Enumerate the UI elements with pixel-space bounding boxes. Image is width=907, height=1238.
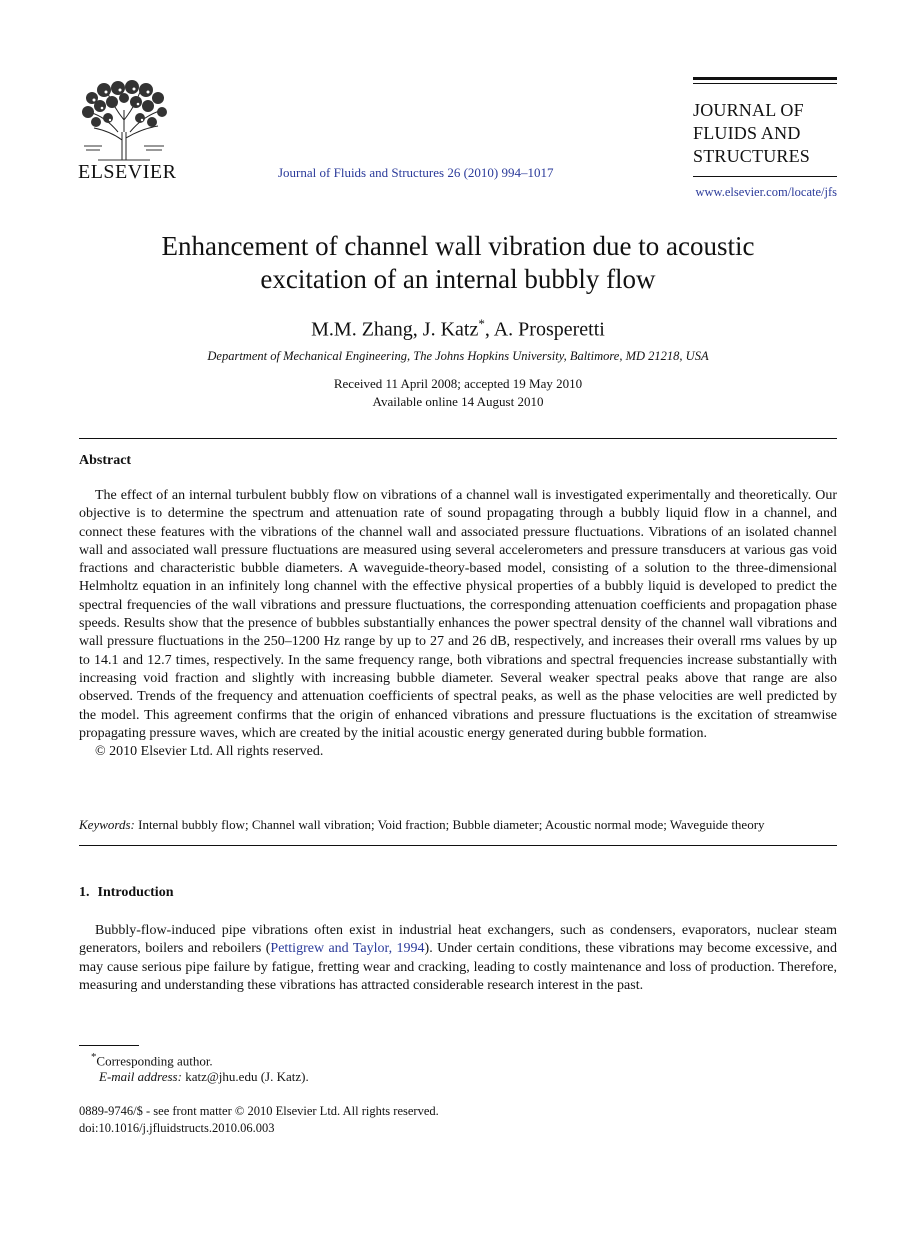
title-line: excitation of an internal bubbly flow	[260, 264, 656, 294]
email-address-link[interactable]: katz@jhu.edu (J. Katz).	[185, 1069, 309, 1084]
article-dates	[79, 375, 837, 411]
section-heading	[79, 885, 173, 901]
journal-url-link[interactable]: www.elsevier.com/locate/jfs	[695, 185, 837, 199]
journal-name-line: STRUCTURES	[693, 146, 811, 166]
journal-name-line: JOURNAL OF	[693, 100, 804, 120]
footnote-text: Corresponding author.	[96, 1053, 213, 1069]
paragraph-text: ). Under certain conditions, these vibrations may become excessive, and may cause serious pipe failure by fatigue, fretting wear and cracking, leading to costly maintenance and loss of production. Therefore, measuring and understanding these vibrations has attracted considerable research interest in the past.	[79, 941, 838, 993]
publisher-name: ELSEVIER	[78, 161, 177, 183]
keywords-label: Keywords:	[79, 817, 135, 832]
masthead-rule-bottom	[693, 176, 837, 177]
front-matter	[79, 1103, 439, 1137]
email-footnote	[79, 1069, 309, 1085]
section-title: Introduction	[97, 885, 174, 900]
journal-masthead	[693, 77, 837, 177]
abstract-body	[79, 487, 837, 761]
corresponding-author-mark[interactable]: *	[478, 316, 485, 331]
introduction-body	[79, 922, 837, 995]
abstract-paragraph: The effect of an internal turbulent bubbly flow on vibrations of a channel wall is investigated experimentally and theoretically. Our objective is to determine the spectrum and attenuation rate of sound propagating through a bubbly liquid flow in a channel, and connect these features with the vibrations of the channel wall and associated pressure fluctuations. Vibrations of an isolated channel wall and associated wall pressure fluctuations are measured using several accelerometers and pressure transducers at various gas void fractions and characteristic bubble diameters. A waveguide-theory-based model, consisting of a solution to the three-dimensional Helmholtz equation in an infinitely long channel with the effective physical properties of a bubbly liquid is developed to predict the spectral frequencies of the wall vibrations and pressure fluctuations, the corresponding attenuation coefficients and propagation phase speeds. Results show that the presence of bubbles substantially enhances the power spectral density of the channel wall vibrations and wall pressure fluctuations in the 250–1200 Hz range by up to 27 and 26 dB, respectively, and increases their overall rms values by up to 14.1 and 12.7 times, respectively. In the same frequency range, both vibrations and spectral frequencies increase substantially with increasing void fraction and slightly with increasing bubble diameter. Several weaker spectral peaks above that range are also observed. Trends of the frequency and attenuation coefficients of spectral peaks, as well as the phase velocities are well predicted by the model. This agreement confirms that the origin of enhanced vibrations and pressure fluctuations is the excitation of streamwise propagating pressure waves, which are created by the initial acoustic energy generated during bubble formation.	[79, 488, 837, 741]
footnote-mark: *	[91, 1051, 97, 1063]
elsevier-tree-icon	[78, 80, 170, 162]
abstract-copyright: © 2010 Elsevier Ltd. All rights reserved.	[95, 744, 324, 760]
title-line: Enhancement of channel wall vibration due to acoustic	[161, 231, 755, 261]
footnote-rule	[79, 1045, 139, 1046]
author-list	[79, 311, 837, 343]
available-date: Available online 14 August 2010	[372, 394, 544, 409]
reference-link[interactable]: Pettigrew and Taylor, 1994	[270, 941, 425, 957]
introduction-paragraph	[79, 922, 837, 995]
email-label: E-mail address:	[99, 1069, 182, 1084]
keywords	[79, 817, 839, 833]
journal-name-line: FLUIDS AND	[693, 123, 801, 143]
abstract-top-rule	[79, 438, 837, 439]
doi-link[interactable]: doi:10.1016/j.jfluidstructs.2010.06.003	[79, 1121, 275, 1135]
paragraph-text: Bubbly-flow-induced pipe vibrations often exist in industrial heat exchangers, such as condensers, evaporators, nuclear steam generators, boilers and reboilers (	[79, 923, 837, 957]
abstract-heading: Abstract	[79, 453, 132, 468]
authors-text: , A. Prosperetti	[484, 318, 605, 341]
authors-text: M.M. Zhang, J. Katz	[311, 318, 479, 341]
keywords-list: Internal bubbly flow; Channel wall vibration; Void fraction; Bubble diameter; Acoustic normal mode; Waveguide theory	[138, 817, 765, 832]
abstract-bottom-rule	[79, 845, 837, 846]
section-number: 1.	[79, 885, 90, 900]
elsevier-logo	[78, 80, 177, 183]
masthead-rule-thin	[693, 83, 837, 84]
corresponding-author-footnote	[79, 1051, 213, 1069]
masthead-rule-top	[693, 77, 837, 80]
journal-citation-link[interactable]: Journal of Fluids and Structures 26 (2010) 994–1017	[278, 165, 554, 180]
front-matter-line: 0889-9746/$ - see front matter © 2010 Elsevier Ltd. All rights reserved.	[79, 1104, 439, 1118]
affiliation: Department of Mechanical Engineering, The Johns Hopkins University, Baltimore, MD 21218, USA	[207, 349, 709, 363]
article-title	[79, 230, 837, 296]
journal-name	[693, 99, 837, 168]
received-date: Received 11 April 2008; accepted 19 May 2010	[333, 376, 583, 391]
